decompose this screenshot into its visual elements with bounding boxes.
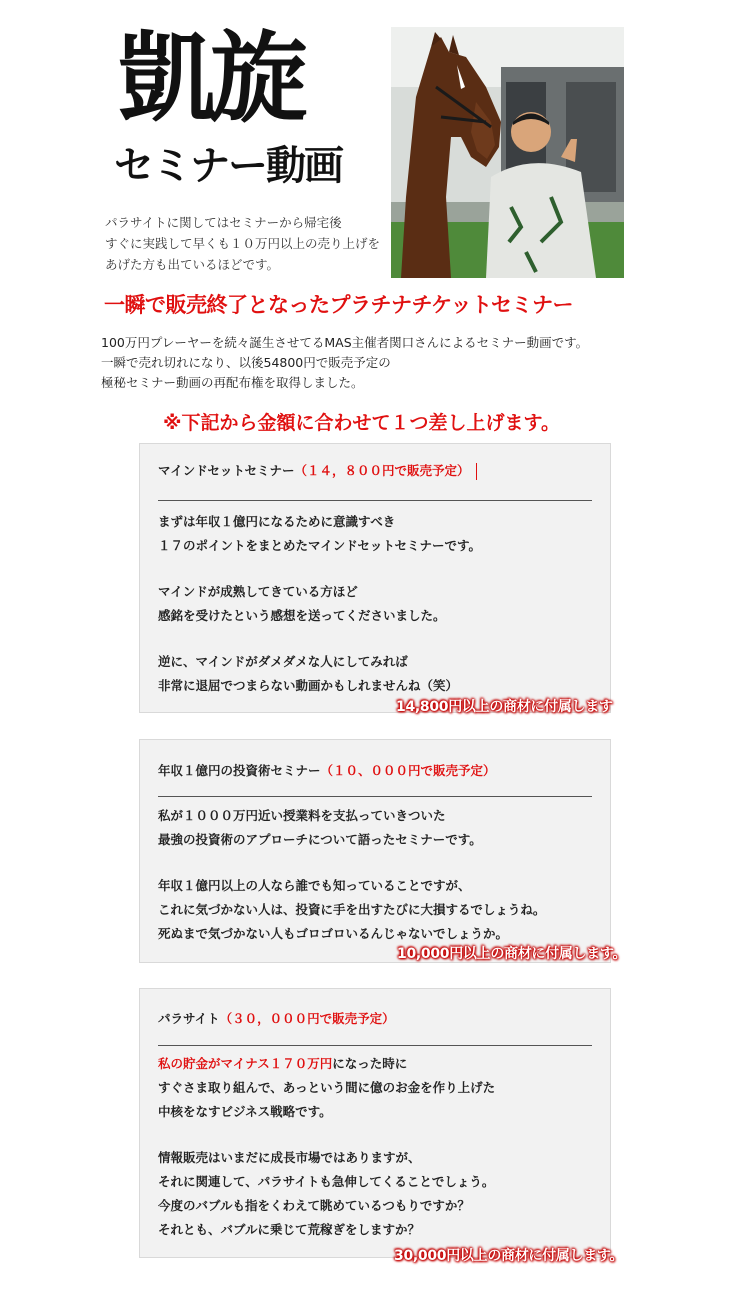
card-body xyxy=(158,804,545,946)
card-body-line: それに関連して、パラサイトも急伸してくることでしょう。 xyxy=(158,1174,495,1189)
card-body-line: 最強の投資術のアプローチについて語ったセミナーです。 xyxy=(158,832,482,847)
card-body-line xyxy=(158,1052,495,1076)
card-divider xyxy=(158,500,592,501)
card-title xyxy=(158,461,477,480)
card-body-line: すぐさま取り組んで、あっという間に億のお金を作り上げた xyxy=(158,1080,496,1095)
card-divider xyxy=(158,1045,592,1046)
title-sub: セミナー動画 xyxy=(114,142,342,189)
card-body xyxy=(158,1052,495,1242)
intro-line: すぐに実践して早くも１０万円以上の売り上げを xyxy=(105,236,381,251)
card-body-line: 中核をなすビジネス戦略です。 xyxy=(158,1104,332,1119)
card-price: （１０、０００円で販売予定） xyxy=(320,763,496,778)
horse-photo-illustration xyxy=(391,27,624,278)
card-title xyxy=(158,1009,395,1027)
card-divider xyxy=(158,796,592,797)
bonus-badge: 14,800円以上の商材に付属します xyxy=(396,699,613,715)
card-body-line: 情報販売はいまだに成長市場ではありますが、 xyxy=(158,1150,421,1165)
intro-line: あげた方も出ているほどです。 xyxy=(105,257,280,272)
title-main: 凱旋 xyxy=(118,21,303,136)
card-body-line: それとも、バブルに乗じて荒稼ぎをしますか？ xyxy=(158,1222,421,1237)
card-title-text: パラサイト xyxy=(158,1011,220,1026)
card-body-line: 感銘を受けたという感想を送ってくださいました。 xyxy=(158,608,446,623)
card-title-text: 年収１億円の投資術セミナー xyxy=(158,763,321,778)
description-line: 一瞬で売れ切れになり、以後54800円で販売予定の xyxy=(101,355,391,370)
card-price: （１４，８００円で販売予定） xyxy=(294,463,470,478)
card-body-line: これに気づかない人は、投資に手を出すたびに大損するでしょうね。 xyxy=(158,902,546,917)
intro-line: パラサイトに関してはセミナーから帰宅後 xyxy=(105,215,342,230)
description-line: 100万円プレーヤーを続々誕生させてるMAS主催者関口さんによるセミナー動画です。 xyxy=(101,335,589,350)
intro-text xyxy=(105,212,390,275)
bonus-badge: 10,000円以上の商材に付属します。 xyxy=(397,946,627,962)
description xyxy=(101,333,588,393)
seminar-card-parasite xyxy=(139,988,611,1258)
highlighted-text: 私の貯金がマイナス１７０万円 xyxy=(158,1056,333,1071)
card-body-line: 今度のバブルも指をくわえて眺めているつもりですか？ xyxy=(158,1198,470,1213)
description-line: 極秘セミナー動画の再配布権を取得しました。 xyxy=(101,375,364,390)
card-body-line: １７のポイントをまとめたマインドセットセミナーです。 xyxy=(158,538,482,553)
gift-notice: ※下記から金額に合わせて１つ差し上げます。 xyxy=(163,412,560,434)
card-body-line: 私が１０００万円近い授業料を支払っていきついた xyxy=(158,808,446,823)
card-body-line: 死ぬまで気づかない人もゴロゴロいるんじゃないでしょうか。 xyxy=(158,926,509,941)
card-body-text: になった時に xyxy=(332,1056,408,1071)
card-title-text: マインドセットセミナー xyxy=(158,463,295,478)
seminar-card-mindset xyxy=(139,443,611,713)
seminar-card-investment xyxy=(139,739,611,963)
card-price: （３０，０００円で販売予定） xyxy=(219,1011,395,1026)
photo-man-with-horse xyxy=(391,27,624,278)
card-body xyxy=(158,510,481,698)
card-body-line: マインドが成熟してきている方ほど xyxy=(158,584,358,599)
card-body-line: 年収１億円以上の人なら誰でも知っていることですが、 xyxy=(158,878,471,893)
card-body-line: 非常に退屈でつまらない動画かもしれませんね（笑） xyxy=(158,678,459,693)
card-body-line: まずは年収１億円になるために意識すべき xyxy=(158,514,396,529)
card-body-line: 逆に、マインドがダメダメな人にしてみれば xyxy=(158,654,408,669)
bonus-badge: 30,000円以上の商材に付属します。 xyxy=(394,1248,624,1264)
headline: 一瞬で販売終了となったプラチナチケットセミナー xyxy=(104,293,573,317)
card-title xyxy=(158,761,496,779)
text-cursor xyxy=(476,463,477,480)
